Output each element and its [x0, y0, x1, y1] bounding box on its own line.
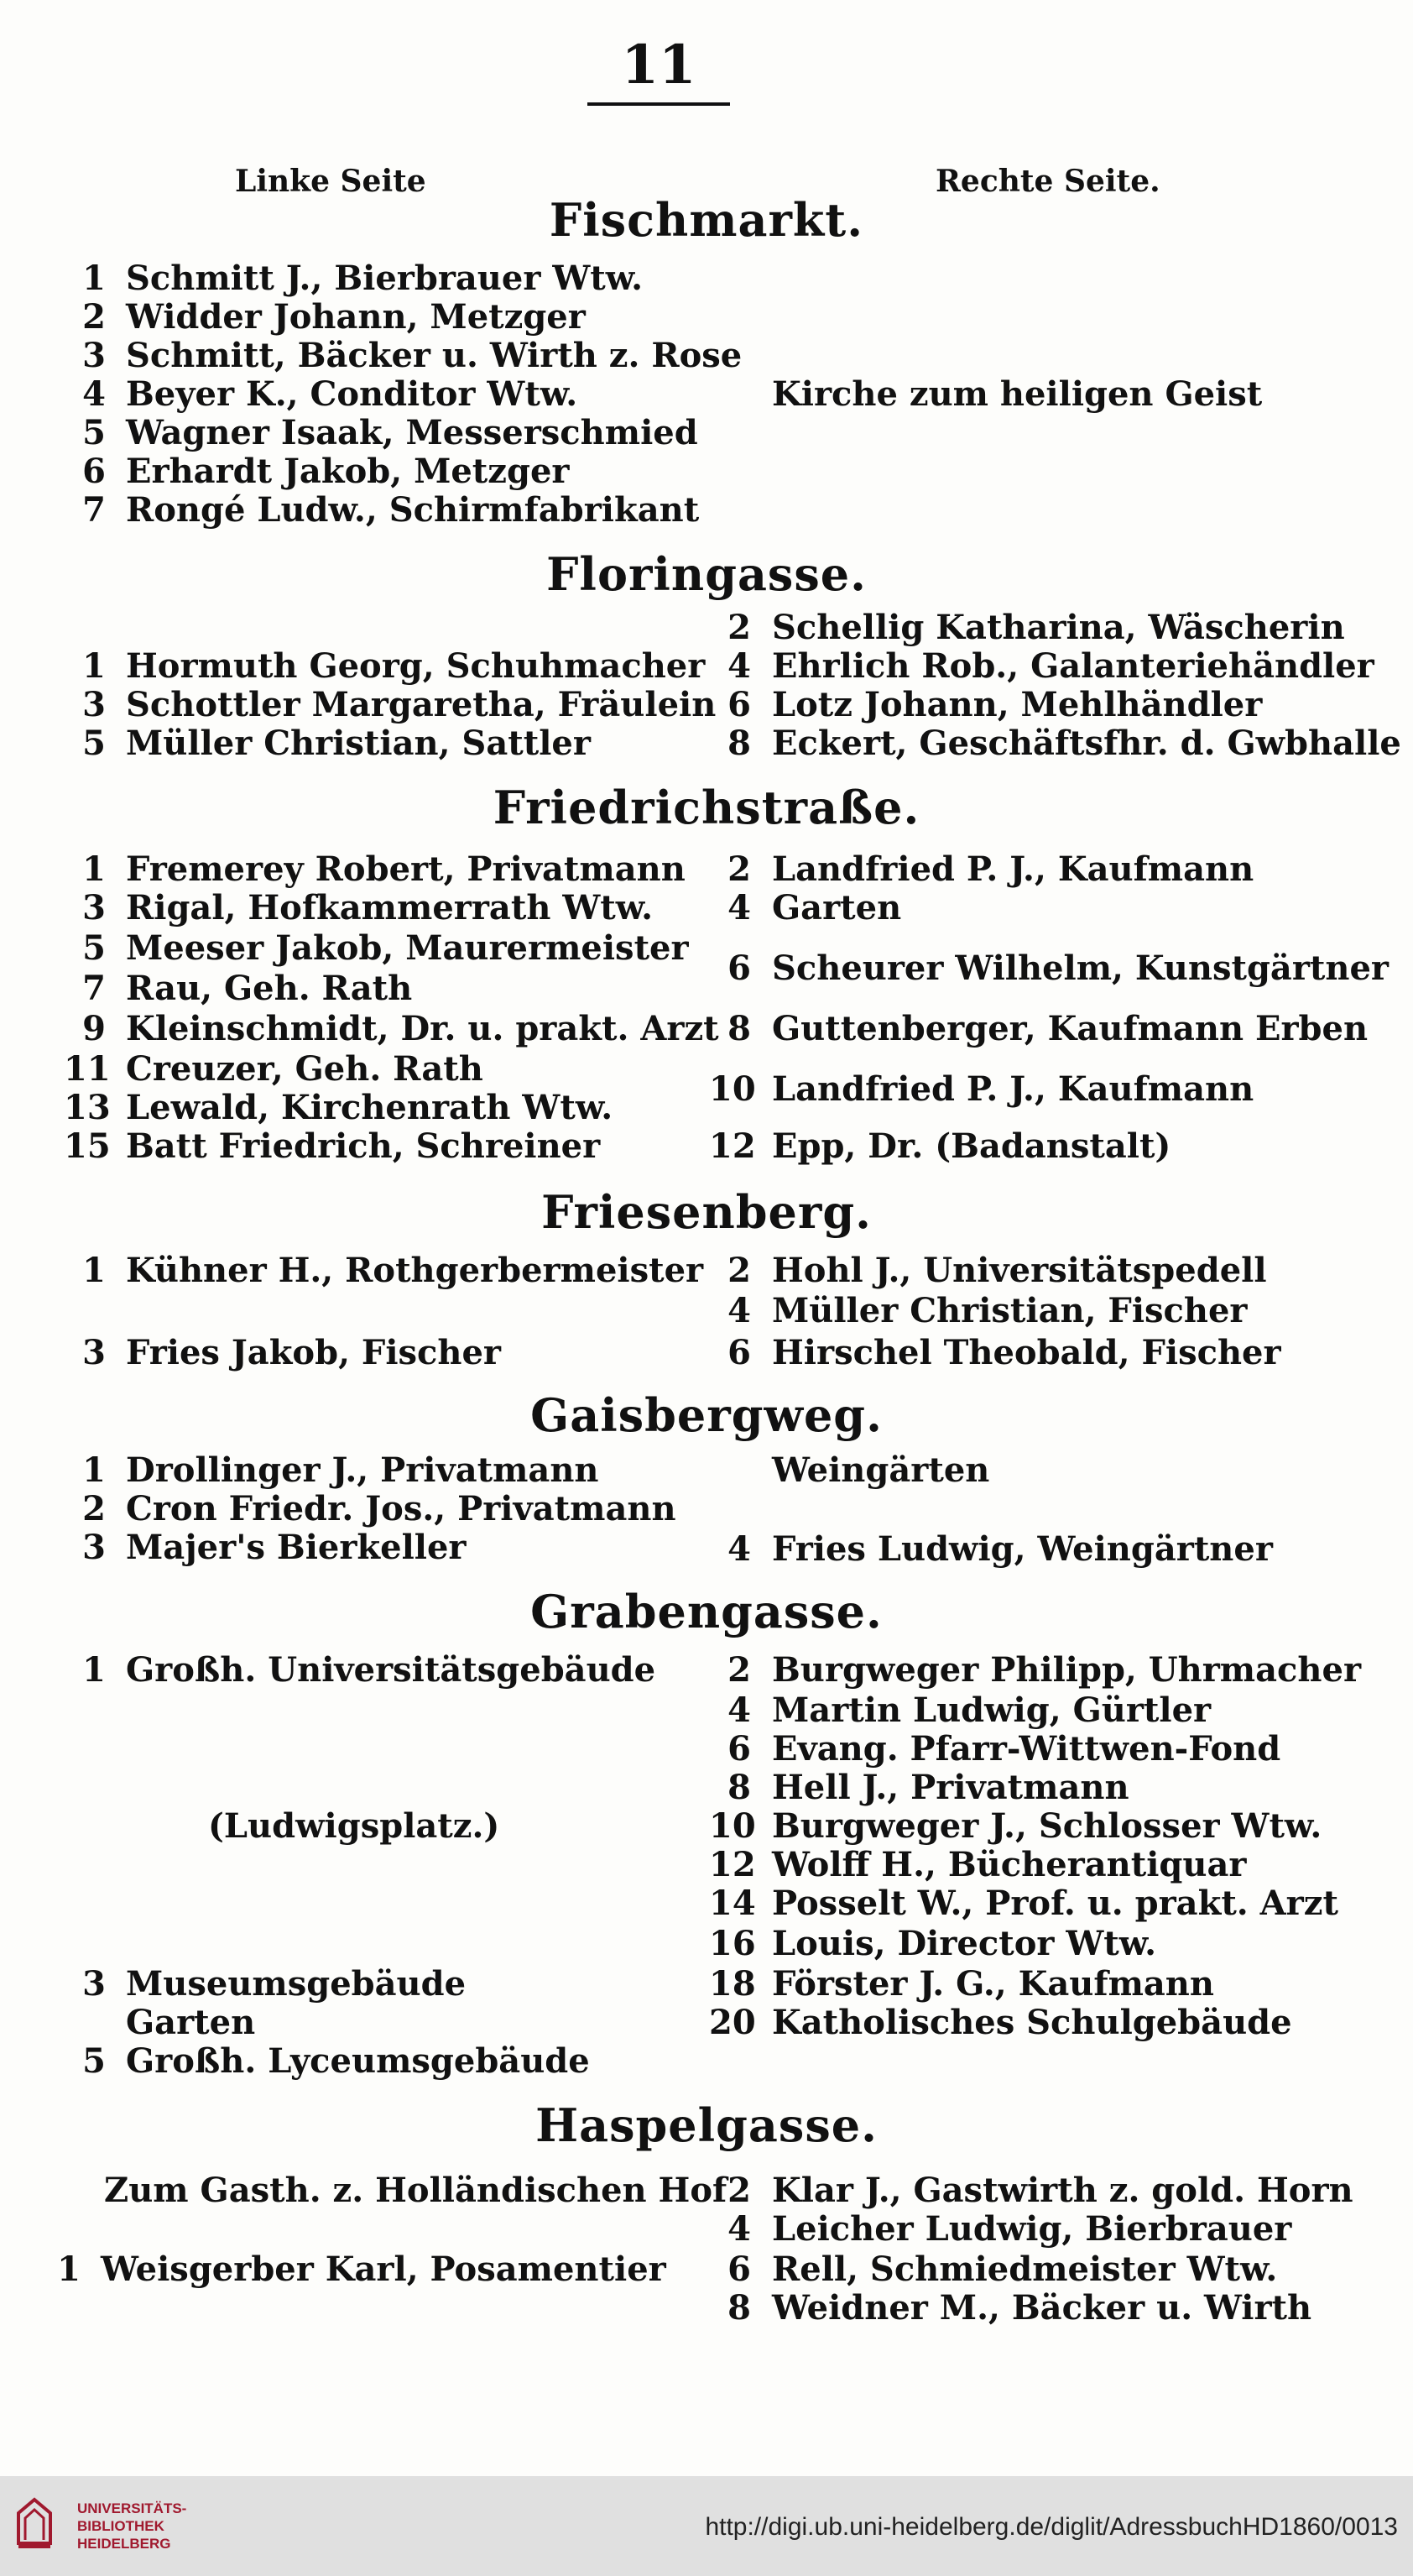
entry-number: 7: [82, 490, 106, 530]
entry-text: Wolff H., Bücherantiquar: [772, 1845, 1247, 1884]
entry-text: Drollinger J., Privatmann: [126, 1450, 599, 1490]
logo-line: BIBLIOTHEK: [77, 2518, 164, 2534]
entry-text: Weidner M., Bäcker u. Wirth: [772, 2288, 1312, 2328]
entry-number: 8: [727, 2288, 751, 2328]
street-title-fischmarkt: Fischmarkt.: [549, 193, 864, 247]
entry-text: Burgweger J., Schlosser Wtw.: [772, 1806, 1322, 1846]
entry-text: Scheurer Wilhelm, Kunstgärtner: [772, 948, 1389, 988]
entry-number: 2: [727, 849, 751, 889]
page-number-rule: [587, 102, 730, 106]
entry-number: 3: [82, 1528, 106, 1567]
entry-text: Museumsgebäude: [126, 1964, 467, 2004]
entry-text: Hormuth Georg, Schuhmacher: [126, 646, 706, 686]
entry-number: 6: [727, 948, 751, 988]
entry-number: 5: [82, 928, 106, 968]
entry-number: 4: [727, 1529, 751, 1569]
entry-text: Großh. Universitätsgebäude: [126, 1650, 656, 1690]
entry-number: 9: [82, 1009, 106, 1048]
entry-number: 2: [727, 1251, 751, 1290]
entry-text: Rongé Ludw., Schirmfabrikant: [126, 490, 700, 530]
entry-text: Schmitt J., Bierbrauer Wtw.: [126, 259, 644, 298]
entry-text: Förster J. G., Kaufmann: [772, 1964, 1214, 2004]
entry-number: 3: [82, 685, 106, 724]
entry-text: Hirschel Theobald, Fischer: [772, 1333, 1281, 1372]
entry-number: 14: [709, 1884, 756, 1923]
entry-text: Louis, Director Wtw.: [772, 1924, 1157, 1963]
entry-text: Weisgerber Karl, Posamentier: [101, 2249, 666, 2289]
logo-line: HEIDELBERG: [77, 2536, 171, 2552]
page-number: 11: [621, 34, 696, 97]
entry-number: 6: [727, 2249, 751, 2289]
library-logo-icon: [15, 2496, 54, 2550]
entry-number: 4: [727, 646, 751, 686]
entry-text: Fremerey Robert, Privatmann: [126, 849, 686, 889]
street-title-haspelgasse: Haspelgasse.: [535, 2098, 878, 2152]
entry-number: 2: [727, 1650, 751, 1690]
entry-number: 8: [727, 1768, 751, 1807]
entry-number: 1: [82, 646, 106, 686]
entry-number: 1: [57, 2249, 81, 2289]
entry-text: Kirche zum heiligen Geist: [772, 374, 1263, 414]
entry-text: Fries Ludwig, Weingärtner: [772, 1529, 1273, 1569]
entry-text: Katholisches Schulgebäude: [772, 2003, 1292, 2042]
entry-number: 1: [82, 1251, 106, 1290]
entry-text: Zum Gasth. z. Holländischen Hof: [104, 2171, 727, 2210]
entry-number: 2: [82, 1489, 106, 1528]
entry-number: 2: [82, 297, 106, 337]
entry-number: 16: [709, 1924, 756, 1963]
entry-number: 2: [727, 2171, 751, 2210]
entry-number: 2: [727, 608, 751, 647]
entry-text: Kühner H., Rothgerbermeister: [126, 1251, 704, 1290]
entry-text: Widder Johann, Metzger: [126, 297, 586, 337]
entry-text: Kleinschmidt, Dr. u. prakt. Arzt: [126, 1009, 719, 1048]
street-title-friedrichstrasse: Friedrichstraße.: [493, 781, 920, 834]
entry-number: 12: [709, 1126, 756, 1166]
entry-number: 6: [727, 1729, 751, 1769]
entry-text: Klar J., Gastwirth z. gold. Horn: [772, 2171, 1353, 2210]
entry-text: (Ludwigsplatz.): [208, 1806, 500, 1846]
entry-number: 3: [82, 888, 106, 927]
right-side-heading: Rechte Seite.: [936, 164, 1160, 199]
entry-text: Rigal, Hofkammerrath Wtw.: [126, 888, 654, 927]
entry-text: Lewald, Kirchenrath Wtw.: [126, 1088, 613, 1127]
entry-number: 1: [82, 1450, 106, 1490]
entry-number: 11: [64, 1049, 111, 1089]
entry-text: Schottler Margaretha, Fräulein: [126, 685, 717, 724]
entry-number: 3: [82, 1964, 106, 2004]
source-url-link[interactable]: http://digi.ub.uni-heidelberg.de/diglit/AdressbuchHD1860/0013: [705, 2513, 1398, 2541]
entry-text: Fries Jakob, Fischer: [126, 1333, 501, 1372]
library-logo-text: [77, 2500, 186, 2552]
entry-text: Meeser Jakob, Maurermeister: [126, 928, 689, 968]
entry-number: 6: [727, 1333, 751, 1372]
entry-number: 6: [82, 452, 106, 491]
entry-text: Hohl J., Universitätspedell: [772, 1251, 1267, 1290]
entry-number: 8: [727, 724, 751, 763]
entry-text: Majer's Bierkeller: [126, 1528, 467, 1567]
entry-text: Batt Friedrich, Schreiner: [126, 1126, 601, 1166]
entry-number: 10: [709, 1806, 756, 1846]
entry-number: 1: [82, 849, 106, 889]
entry-text: Eckert, Geschäftsfhr. d. Gwbhalle: [772, 724, 1401, 763]
entry-text: Erhardt Jakob, Metzger: [126, 452, 570, 491]
entry-text: Müller Christian, Fischer: [772, 1291, 1248, 1330]
entry-number: 13: [64, 1088, 111, 1127]
entry-text: Garten: [126, 2003, 256, 2042]
entry-number: 4: [727, 2209, 751, 2249]
footer-bar: [0, 2476, 1413, 2576]
entry-text: Evang. Pfarr-Wittwen-Fond: [772, 1729, 1281, 1769]
entry-number: 3: [82, 1333, 106, 1372]
entry-text: Posselt W., Prof. u. prakt. Arzt: [772, 1884, 1338, 1923]
entry-text: Rau, Geh. Rath: [126, 969, 413, 1008]
entry-text: Weingärten: [772, 1450, 990, 1490]
entry-number: 12: [709, 1845, 756, 1884]
entry-text: Lotz Johann, Mehlhändler: [772, 685, 1263, 724]
street-title-friesenberg: Friesenberg.: [541, 1185, 872, 1239]
left-side-heading: Linke Seite: [235, 164, 426, 199]
entry-text: Rell, Schmiedmeister Wtw.: [772, 2249, 1278, 2289]
entry-text: Schellig Katharina, Wäscherin: [772, 608, 1345, 647]
entry-text: Beyer K., Conditor Wtw.: [126, 374, 578, 414]
entry-number: 10: [709, 1069, 756, 1109]
street-title-grabengasse: Grabengasse.: [530, 1585, 883, 1638]
entry-text: Ehrlich Rob., Galanteriehändler: [772, 646, 1374, 686]
entry-text: Landfried P. J., Kaufmann: [772, 849, 1254, 889]
entry-text: Cron Friedr. Jos., Privatmann: [126, 1489, 676, 1528]
entry-number: 5: [82, 724, 106, 763]
entry-number: 5: [82, 413, 106, 452]
street-title-floringasse: Floringasse.: [546, 547, 867, 601]
entry-text: Martin Ludwig, Gürtler: [772, 1690, 1212, 1730]
entry-number: 5: [82, 2041, 106, 2081]
entry-number: 15: [64, 1126, 111, 1166]
entry-text: Leicher Ludwig, Bierbrauer: [772, 2209, 1292, 2249]
entry-number: 4: [82, 374, 106, 414]
entry-number: 7: [82, 969, 106, 1008]
entry-text: Creuzer, Geh. Rath: [126, 1049, 483, 1089]
entry-number: 3: [82, 336, 106, 375]
street-title-gaisbergweg: Gaisbergweg.: [530, 1388, 883, 1442]
entry-number: 20: [709, 2003, 756, 2042]
entry-text: Garten: [772, 888, 902, 927]
entry-text: Landfried P. J., Kaufmann: [772, 1069, 1254, 1109]
entry-number: 4: [727, 888, 751, 927]
entry-text: Guttenberger, Kaufmann Erben: [772, 1009, 1369, 1048]
entry-text: Schmitt, Bäcker u. Wirth z. Rose: [126, 336, 743, 375]
entry-number: 8: [727, 1009, 751, 1048]
entry-text: Hell J., Privatmann: [772, 1768, 1129, 1807]
entry-number: 6: [727, 685, 751, 724]
entry-number: 18: [709, 1964, 756, 2004]
entry-number: 1: [82, 1650, 106, 1690]
entry-text: Wagner Isaak, Messerschmied: [126, 413, 698, 452]
entry-number: 4: [727, 1690, 751, 1730]
logo-line: UNIVERSITÄTS-: [77, 2500, 187, 2516]
entry-text: Burgweger Philipp, Uhrmacher: [772, 1650, 1362, 1690]
entry-text: Müller Christian, Sattler: [126, 724, 591, 763]
entry-text: Epp, Dr. (Badanstalt): [772, 1126, 1171, 1166]
entry-number: 4: [727, 1291, 751, 1330]
entry-text: Großh. Lyceumsgebäude: [126, 2041, 590, 2081]
entry-number: 1: [82, 259, 106, 298]
